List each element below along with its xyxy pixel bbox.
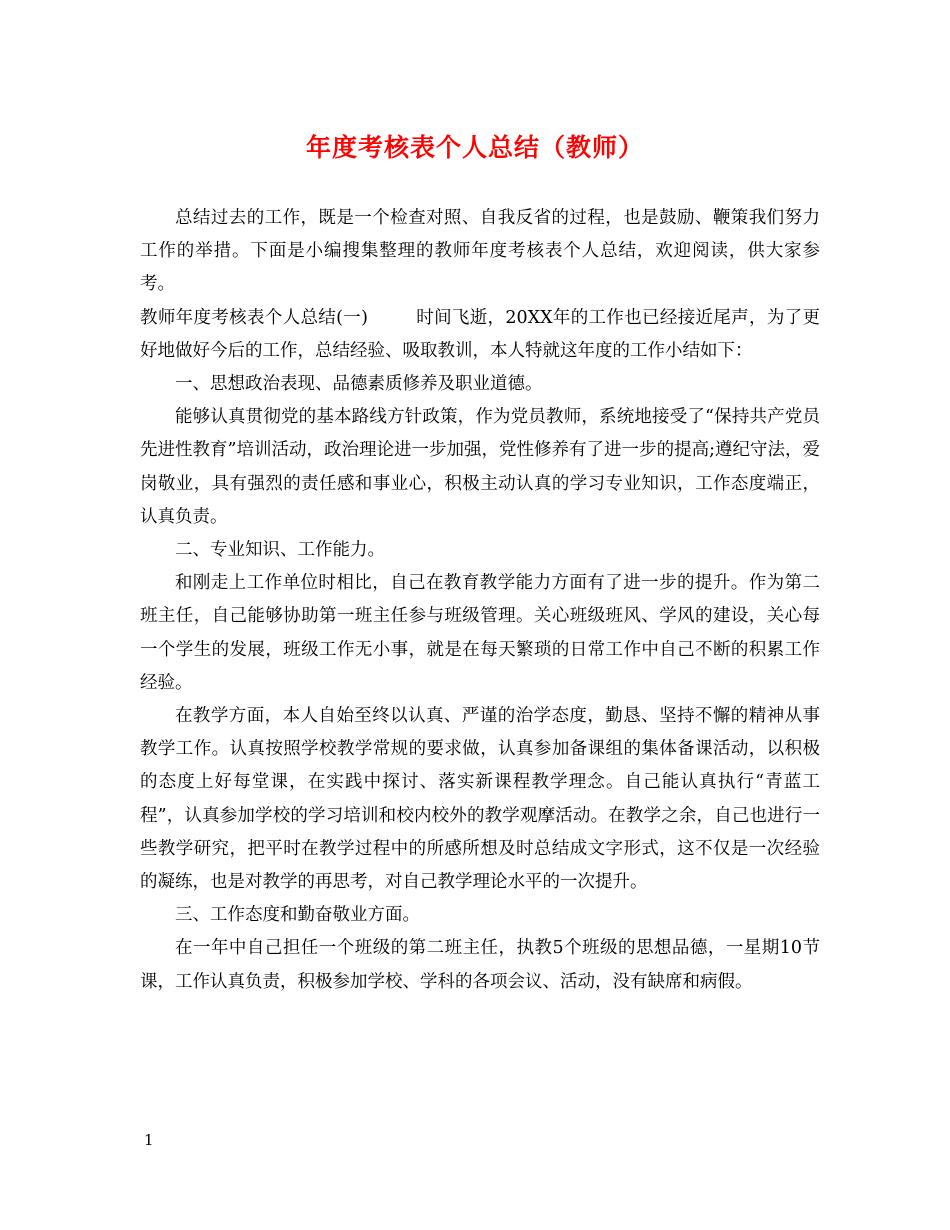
section-lead-paragraph bbox=[140, 302, 820, 368]
paragraph-teaching: 在教学方面，本人自始至终以认真、严谨的治学态度，勤恳、坚持不懈的精神从事教学工作。认真按照学校教学常规的要求做，认真参加备课组的集体备课活动，以积极的态度上好每堂课，在实践中探讨、落实新课程教学理念。自己能认真执行“青蓝工程”，认真参加学校的学习培训和校内校外的教学观摩活动。在教学之余，自己也进行一些教学研究，把平时在教学过程中的所感所想及时总结成文字形式，这不仅是一次经验的凝练，也是对教学的再思考，对自己教学理论水平的一次提升。 bbox=[140, 706, 820, 893]
heading-attitude: 三、工作态度和勤奋敬业方面。 bbox=[175, 905, 420, 926]
document-body bbox=[140, 202, 820, 999]
section-heading: 教师年度考核表个人总结(一) bbox=[140, 307, 368, 328]
paragraph-attitude: 在一年中自己担任一个班级的第二班主任，执教5个班级的思想品德，一星期10节课，工作认真负责，积极参加学校、学科的各项会议、活动，没有缺席和病假。 bbox=[140, 938, 820, 992]
heading-professional: 二、专业知识、工作能力。 bbox=[175, 540, 385, 561]
heading-political: 一、思想政治表现、品德素质修养及职业道德。 bbox=[175, 374, 543, 395]
paragraph-political: 能够认真贯彻党的基本路线方针政策，作为党员教师，系统地接受了“保持共产党员先进性教育”培训活动，政治理论进一步加强，党性修养有了进一步的提高;遵纪守法，爱岗敬业，具有强烈的责任感和事业心，积极主动认真的学习专业知识，工作态度端正，认真负责。 bbox=[140, 407, 820, 527]
intro-paragraph: 总结过去的工作，既是一个检查对照、自我反省的过程，也是鼓励、鞭策我们努力工作的举措。下面是小编搜集整理的教师年度考核表个人总结，欢迎阅读，供大家参考。 bbox=[140, 208, 820, 295]
page-number: 1 bbox=[144, 1131, 154, 1149]
document-title: 年度考核表个人总结（教师） bbox=[305, 133, 644, 162]
section-lead-text: 时间飞逝，20XX年的工作也已经接近尾声，为了更好地做好今后的工作，总结经验、吸取教训，本人特就这年度的工作小结如下： bbox=[140, 307, 820, 361]
paragraph-class-management: 和刚走上工作单位时相比，自己在教育教学能力方面有了进一步的提升。作为第二班主任，自己能够协助第一班主任参与班级管理。关心班级班风、学风的建设，关心每一个学生的发展，班级工作无小事，就是在每天繁琐的日常工作中自己不断的积累工作经验。 bbox=[140, 573, 820, 693]
